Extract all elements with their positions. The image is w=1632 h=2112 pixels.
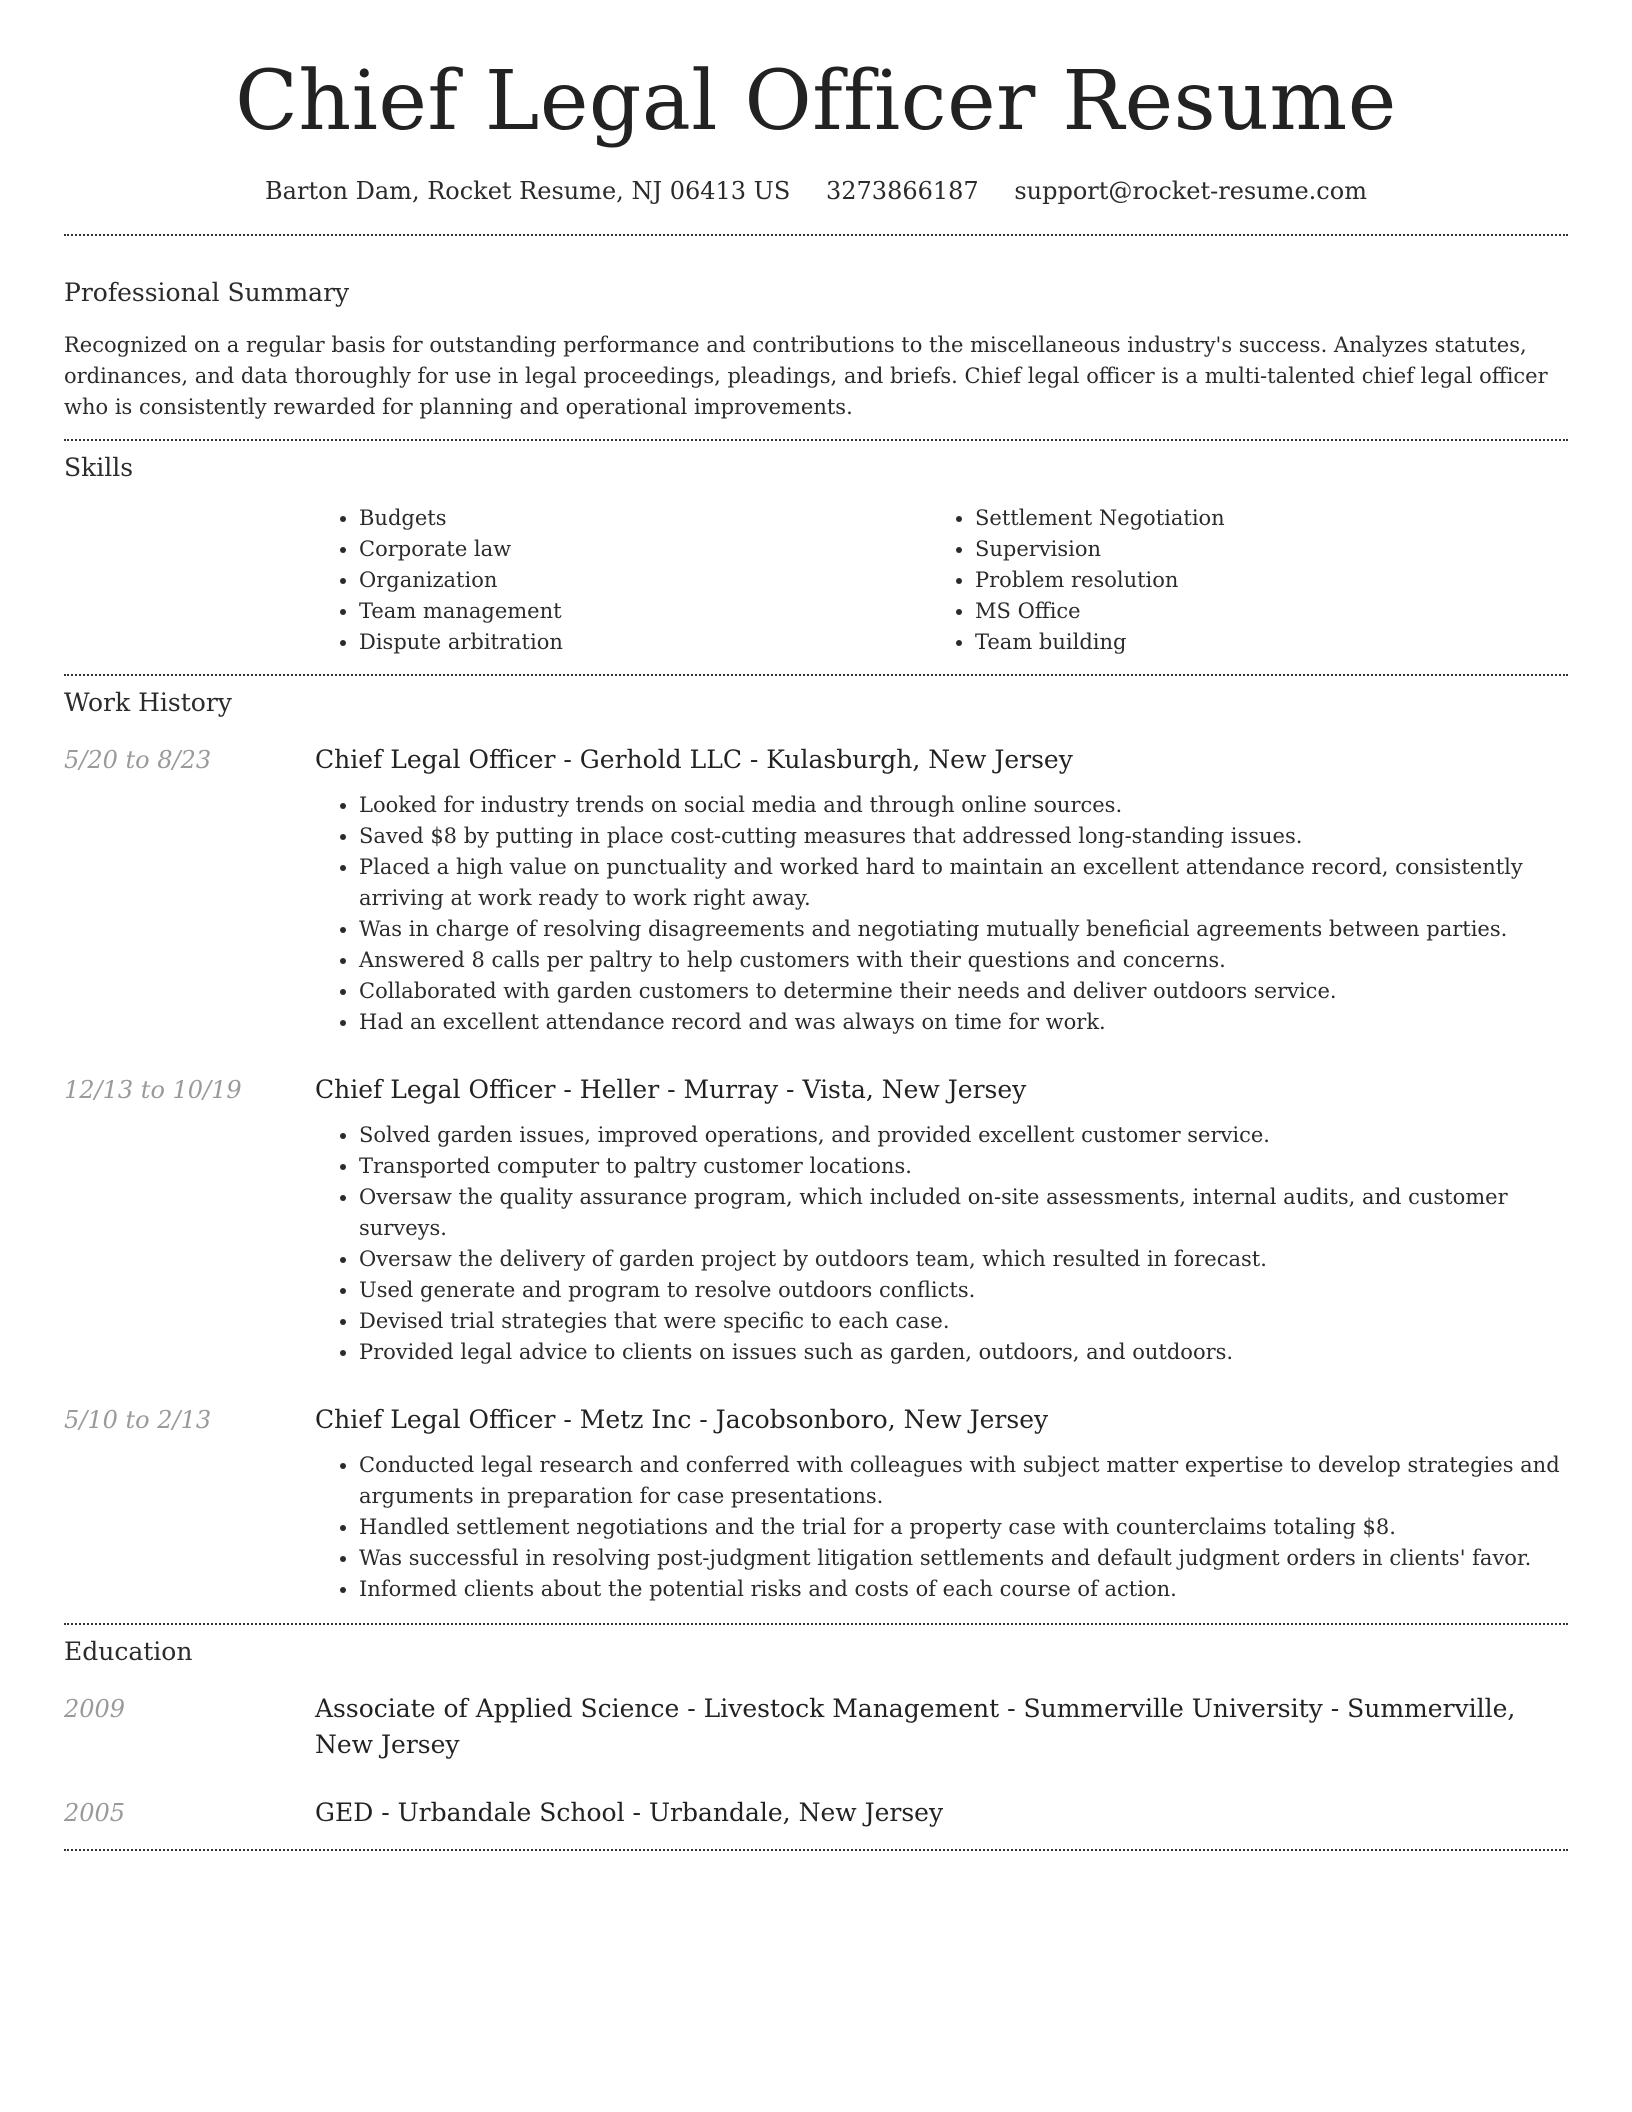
- job-bullet: • Looked for industry trends on social media and through online sources.: [359, 790, 1568, 821]
- education-details: - Summerville University - Summerville, New Jersey: [315, 1694, 1516, 1759]
- skill-item: • Corporate law: [359, 534, 931, 565]
- job-title: Chief Legal Officer - Gerhold LLC - Kulasburgh, New Jersey: [315, 745, 1073, 774]
- skills-column-left: [315, 503, 931, 658]
- skill-item: • MS Office: [975, 596, 1547, 627]
- job-bullet: • Saved $8 by putting in place cost-cutting measures that addressed long-standing issues.: [359, 821, 1568, 852]
- job-title: Chief Legal Officer - Heller - Murray - Vista, New Jersey: [315, 1075, 1027, 1104]
- skill-item: • Supervision: [975, 534, 1547, 565]
- contact-address: Barton Dam, Rocket Resume, NJ 06413 US: [265, 177, 791, 205]
- job-body: [315, 1072, 1568, 1368]
- job-entry: [64, 1402, 1568, 1605]
- job-bullet: • Handled settlement negotiations and the trial for a property case with counterclaims totaling $8.: [359, 1512, 1568, 1543]
- work-heading: Work History: [64, 688, 232, 717]
- skill-item: • Budgets: [359, 503, 931, 534]
- job-bullet: • Oversaw the quality assurance program, which included on-site assessments, internal audits, and customer surveys.: [359, 1182, 1568, 1244]
- education-degree: Associate of Applied Science - Livestock Management: [315, 1694, 1000, 1723]
- job-dates: 5/20 to 8/23: [64, 746, 212, 774]
- education-heading: Education: [64, 1637, 193, 1666]
- job-bullet: • Solved garden issues, improved operations, and provided excellent customer service.: [359, 1120, 1568, 1151]
- skill-item: • Team building: [975, 627, 1547, 658]
- education-body: [315, 1795, 1568, 1831]
- divider: [64, 1849, 1568, 1851]
- job-bullets: [315, 1120, 1568, 1368]
- skills-list-right: [931, 503, 1547, 658]
- job-bullets: [315, 790, 1568, 1038]
- skill-item: • Problem resolution: [975, 565, 1547, 596]
- skills-column-right: [931, 503, 1547, 658]
- job-entry: [64, 1072, 1568, 1368]
- job-bullet: • Conducted legal research and conferred with colleagues with subject matter expertise to develop strategies and arguments in preparation for case presentations.: [359, 1450, 1568, 1512]
- work-section: [64, 676, 1568, 1605]
- education-entry: [64, 1795, 1568, 1831]
- education-degree: GED: [315, 1798, 374, 1827]
- education-year: 2009: [64, 1695, 126, 1723]
- job-bullet: • Placed a high value on punctuality and worked hard to maintain an excellent attendance record, consistently arriving at work ready to work right away.: [359, 852, 1568, 914]
- job-dates: 12/13 to 10/19: [64, 1076, 242, 1104]
- job-bullet: • Collaborated with garden customers to determine their needs and deliver outdoors service.: [359, 976, 1568, 1007]
- job-dates: 5/10 to 2/13: [64, 1406, 212, 1434]
- summary-text: Recognized on a regular basis for outstanding performance and contributions to the miscellaneous industry's success. Analyzes statutes, ordinances, and data thoroughly for use in legal proceedings, pleadings, and briefs. Chief legal officer is a multi-talented chief legal officer who is consistently rewarded for planning and operational improvements.: [64, 333, 1548, 419]
- skills-heading: Skills: [64, 453, 134, 482]
- job-bullet: • Informed clients about the potential risks and costs of each course of action.: [359, 1574, 1568, 1605]
- job-entry: [64, 742, 1568, 1038]
- resume-title: Chief Legal Officer Resume: [235, 54, 1397, 149]
- skill-item: • Organization: [359, 565, 931, 596]
- education-details: - Urbandale School - Urbandale, New Jersey: [373, 1798, 944, 1827]
- contact-line: [64, 174, 1568, 208]
- skills-list-left: [315, 503, 931, 658]
- education-body: [315, 1691, 1568, 1763]
- education-section: [64, 1625, 1568, 1831]
- job-bullet: • Was in charge of resolving disagreements and negotiating mutually beneficial agreements between parties.: [359, 914, 1568, 945]
- job-bullets: [315, 1450, 1568, 1605]
- summary-section: [64, 236, 1568, 423]
- contact-email: support@rocket-resume.com: [1014, 177, 1367, 205]
- job-bullet: • Used generate and program to resolve outdoors conflicts.: [359, 1275, 1568, 1306]
- summary-heading: Professional Summary: [64, 278, 350, 307]
- skill-item: • Team management: [359, 596, 931, 627]
- skill-item: • Settlement Negotiation: [975, 503, 1547, 534]
- job-title: Chief Legal Officer - Metz Inc - Jacobsonboro, New Jersey: [315, 1405, 1049, 1434]
- job-bullet: • Transported computer to paltry customer locations.: [359, 1151, 1568, 1182]
- skill-item: • Dispute arbitration: [359, 627, 931, 658]
- job-bullet: • Was successful in resolving post-judgment litigation settlements and default judgment orders in clients' favor.: [359, 1543, 1568, 1574]
- skills-section: [64, 441, 1568, 658]
- job-bullet: • Oversaw the delivery of garden project by outdoors team, which resulted in forecast.: [359, 1244, 1568, 1275]
- job-bullet: • Answered 8 calls per paltry to help customers with their questions and concerns.: [359, 945, 1568, 976]
- education-entry: [64, 1691, 1568, 1763]
- job-bullet: • Devised trial strategies that were specific to each case.: [359, 1306, 1568, 1337]
- job-body: [315, 742, 1568, 1038]
- job-bullet: • Provided legal advice to clients on issues such as garden, outdoors, and outdoors.: [359, 1337, 1568, 1368]
- education-year: 2005: [64, 1799, 126, 1827]
- job-bullet: • Had an excellent attendance record and was always on time for work.: [359, 1007, 1568, 1038]
- contact-phone: 3273866187: [825, 177, 979, 205]
- job-body: [315, 1402, 1568, 1605]
- skills-grid: [315, 503, 1568, 658]
